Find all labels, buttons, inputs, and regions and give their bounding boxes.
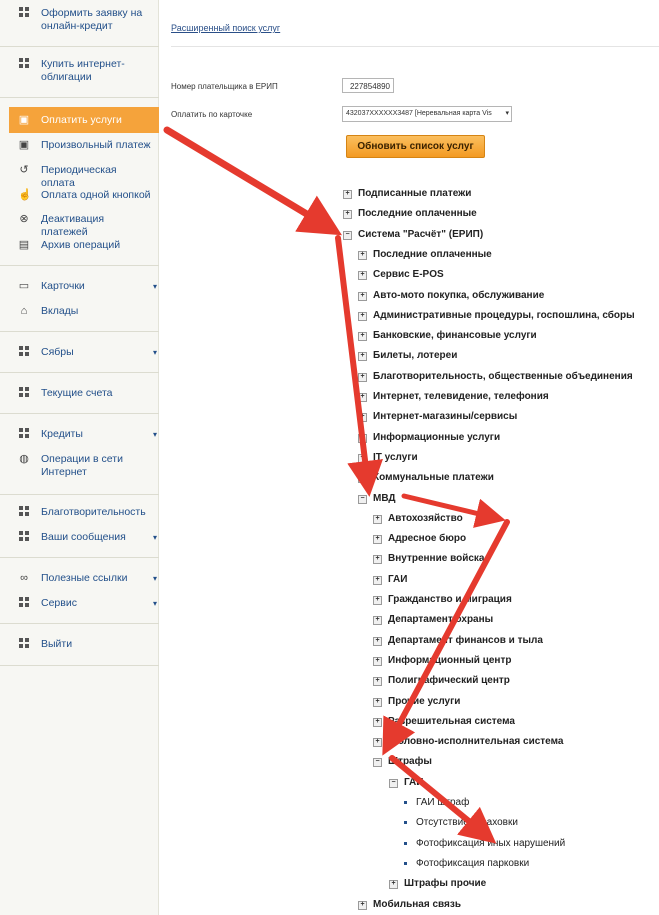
sidebar-divider <box>0 331 159 332</box>
sidebar-item[interactable] <box>0 280 159 293</box>
expand-icon[interactable]: + <box>358 312 367 321</box>
sidebar <box>0 0 159 915</box>
tree-node[interactable] <box>416 797 469 809</box>
tree-node[interactable] <box>375 573 408 586</box>
tree-node-label: Гражданство и миграция <box>388 594 512 605</box>
tree-node-label: Отсутствие страховки <box>416 817 518 829</box>
sidebar-item-label: Периодическая оплата <box>41 164 117 189</box>
sidebar-item-label: Операции в сети Интернет <box>41 453 123 478</box>
wallet-icon: ▣ <box>18 114 30 126</box>
expand-icon[interactable]: + <box>358 474 367 483</box>
tree-node-label: Подписанные платежи <box>358 188 472 199</box>
grid-icon <box>18 597 30 609</box>
tree-node[interactable] <box>375 654 512 667</box>
tree-node[interactable] <box>391 776 424 789</box>
tree-node[interactable] <box>360 391 549 403</box>
expand-icon[interactable]: + <box>358 292 367 301</box>
tree-node[interactable] <box>360 898 462 911</box>
sidebar-item[interactable] <box>0 7 159 33</box>
grid-icon <box>18 387 30 399</box>
tree-node[interactable] <box>416 817 518 829</box>
tree-node-label: Интернет-магазины/сервисы <box>373 411 518 423</box>
tree-node-label: Полиграфический центр <box>388 675 510 687</box>
sidebar-item[interactable] <box>0 387 159 400</box>
tree-node-label: Разрешительная система <box>388 715 515 727</box>
sidebar-item-label: Полезные ссылки <box>41 572 128 584</box>
pointer-icon: ☝ <box>18 189 32 201</box>
divider <box>171 46 659 47</box>
tree-node[interactable] <box>360 289 545 302</box>
tree-node-label: Фотофиксация иных нарушений <box>416 837 566 849</box>
tree-node-label: Штрафы прочие <box>404 878 487 890</box>
tree-node-label: Билеты, лотереи <box>373 350 458 362</box>
bullet-icon <box>404 801 407 804</box>
expand-icon[interactable]: + <box>358 454 367 463</box>
tree-node-label: Информационный центр <box>388 654 512 666</box>
card-label: Оплатить по карточке <box>171 110 253 119</box>
tree-node-label: Прочие услуги <box>388 695 461 707</box>
advanced-search-link[interactable]: Расширенный поиск услуг <box>171 23 281 33</box>
wallet-icon: ▣ <box>18 139 30 151</box>
sidebar-item[interactable] <box>0 638 159 651</box>
sidebar-divider <box>0 265 159 266</box>
expand-icon[interactable]: + <box>373 718 382 727</box>
tree-node-label: Внутренние войска <box>388 553 485 565</box>
expand-icon[interactable]: + <box>373 576 382 585</box>
tree-node[interactable] <box>345 188 472 200</box>
tree-node[interactable] <box>416 858 529 870</box>
caret-down-icon: ▾ <box>153 282 158 291</box>
sidebar-item-label: Архив операций <box>41 239 121 251</box>
sidebar-item[interactable] <box>0 164 159 190</box>
tree-node-label: Банковские, финансовые услуги <box>373 330 537 342</box>
sidebar-item[interactable] <box>9 107 159 133</box>
tree-node-label: Департамент охраны <box>388 614 494 626</box>
collapse-icon[interactable]: − <box>389 779 398 788</box>
sidebar-item[interactable] <box>0 597 159 610</box>
history-icon: ↺ <box>19 164 29 176</box>
sidebar-item-label: Оплата одной кнопкой <box>41 189 151 201</box>
tree-node[interactable] <box>360 248 492 261</box>
expand-icon[interactable]: + <box>373 698 382 707</box>
expand-icon[interactable]: + <box>373 616 382 625</box>
grid-icon <box>18 58 30 70</box>
bullet-icon <box>404 862 407 865</box>
grid-icon <box>18 638 30 650</box>
expand-icon[interactable]: + <box>373 596 382 605</box>
grid-icon <box>18 428 30 440</box>
sidebar-item-label: Выйти <box>41 638 73 650</box>
tree-node[interactable] <box>360 451 418 464</box>
expand-icon[interactable]: + <box>358 434 367 443</box>
collapse-icon[interactable]: − <box>343 231 352 240</box>
expand-icon[interactable]: + <box>358 352 367 361</box>
sidebar-item[interactable] <box>0 572 159 585</box>
sidebar-divider <box>0 665 159 666</box>
tree-node[interactable] <box>375 675 510 687</box>
sidebar-item-label: Сервис <box>41 597 77 609</box>
sidebar-item-label: Сябры <box>41 346 74 358</box>
card-icon: ▭ <box>18 280 30 292</box>
tree-node[interactable] <box>345 208 477 220</box>
sidebar-item-label: Произвольный платеж <box>41 139 151 151</box>
expand-icon[interactable]: + <box>389 880 398 889</box>
tree-node[interactable] <box>345 228 484 241</box>
sidebar-item-label: Ваши сообщения <box>41 531 126 543</box>
collapse-icon[interactable]: − <box>358 495 367 504</box>
grid-icon <box>18 506 30 518</box>
sidebar-item-label: Вклады <box>41 305 79 317</box>
expand-icon[interactable]: + <box>373 677 382 686</box>
tree-node-label: IT услуги <box>373 451 418 463</box>
tree-node[interactable] <box>375 594 512 606</box>
tree-node[interactable] <box>360 269 444 281</box>
tree-node-label: Система "Расчёт" (ЕРИП) <box>358 228 484 240</box>
tree-node[interactable] <box>375 634 543 647</box>
tree-node-label: Адресное бюро <box>388 533 467 545</box>
tree-node-label: Коммунальные платежи <box>373 472 494 484</box>
caret-down-icon: ▾ <box>153 599 158 608</box>
sidebar-item[interactable] <box>0 213 159 239</box>
tree-node[interactable] <box>360 309 635 322</box>
tree-node[interactable] <box>375 756 432 768</box>
grid-icon <box>18 7 30 19</box>
expand-icon[interactable]: + <box>373 738 382 747</box>
tree-node[interactable] <box>360 472 494 484</box>
tree-node[interactable] <box>375 695 461 708</box>
expand-icon[interactable]: + <box>373 637 382 646</box>
tree-node-label: Информационные услуги <box>373 431 501 443</box>
sidebar-item[interactable] <box>0 531 159 544</box>
tree-node[interactable] <box>391 878 487 890</box>
expand-icon[interactable]: + <box>358 332 367 341</box>
tree-node-label: Интернет, телевидение, телефония <box>373 391 549 402</box>
expand-icon[interactable]: + <box>373 535 382 544</box>
tree-node[interactable] <box>375 512 463 525</box>
tree-node-label: Сервис E-POS <box>373 269 444 281</box>
sidebar-item-label: Текущие счета <box>41 387 113 399</box>
tree-node[interactable] <box>375 614 494 626</box>
sidebar-item[interactable] <box>0 428 159 441</box>
expand-icon[interactable]: + <box>343 190 352 199</box>
tree-node-label: Департамент финансов и тыла <box>388 634 543 646</box>
sidebar-item[interactable] <box>0 506 159 519</box>
bank-icon: ⌂ <box>20 305 28 317</box>
tree-node[interactable] <box>360 492 396 505</box>
expand-icon[interactable]: + <box>358 393 367 402</box>
tree-node-label: Авто-мото покупка, обслуживание <box>373 289 545 301</box>
sidebar-item-label: Карточки <box>41 280 85 292</box>
globe-icon: ◍ <box>19 453 29 465</box>
caret-down-icon: ▾ <box>153 574 158 583</box>
expand-icon[interactable]: + <box>358 901 367 910</box>
sidebar-divider <box>0 97 159 98</box>
sidebar-item[interactable] <box>0 139 159 152</box>
tree-node[interactable] <box>360 431 501 444</box>
tree-node[interactable] <box>416 838 565 850</box>
sidebar-divider <box>0 372 159 373</box>
sidebar-item-label: Оформить заявку на онлайн-кредит <box>41 7 143 32</box>
expand-icon[interactable]: + <box>373 657 382 666</box>
expand-icon[interactable]: + <box>358 373 367 382</box>
sidebar-item[interactable] <box>0 58 159 84</box>
chevron-down-icon: ▾ <box>505 110 509 117</box>
tree-node[interactable] <box>360 330 537 342</box>
tree-node-label: Фотофиксация парковки <box>416 857 530 869</box>
sidebar-divider <box>0 623 159 624</box>
sidebar-item-label: Кредиты <box>41 428 83 440</box>
expand-icon[interactable]: + <box>358 413 367 422</box>
tree-node[interactable] <box>360 411 518 423</box>
sidebar-item-label: Деактивация платежей <box>41 213 105 238</box>
tree-node-label: Благотворительность, общественные объединения <box>373 370 633 382</box>
tree-node-label: Последние оплаченные <box>358 208 477 220</box>
sidebar-divider <box>0 413 159 414</box>
tree-node-label: Административные процедуры, госпошлина, сборы <box>373 309 635 321</box>
tree-node-label: ГАИ <box>404 776 424 788</box>
tree-node-label: Автохозяйство <box>388 512 463 524</box>
bullet-icon <box>404 821 407 824</box>
sidebar-item-label: Оплатить услуги <box>41 114 122 126</box>
tree-node-label: МВД <box>373 492 396 504</box>
collapse-icon[interactable]: − <box>373 758 382 767</box>
sidebar-item[interactable] <box>0 305 159 318</box>
tree-node[interactable] <box>375 715 515 728</box>
payer-number-input[interactable]: 227854890 <box>342 78 394 93</box>
tree-node[interactable] <box>360 350 458 362</box>
sidebar-item[interactable] <box>0 346 159 359</box>
sidebar-item-label: Купить интернет-облигации <box>41 58 125 83</box>
card-select[interactable] <box>342 106 512 122</box>
expand-icon[interactable]: + <box>358 251 367 260</box>
sidebar-divider <box>0 494 159 495</box>
sidebar-item-label: Благотворительность <box>41 506 146 518</box>
expand-icon[interactable]: + <box>373 515 382 524</box>
sidebar-item[interactable] <box>0 453 159 479</box>
bullet-icon <box>404 842 407 845</box>
link-icon: ∞ <box>20 572 28 584</box>
main-content <box>159 0 659 915</box>
payer-number-label: Номер плательщика в ЕРИП <box>171 82 278 91</box>
cancel-icon: ⊗ <box>19 213 29 225</box>
tree-node-label: Последние оплаченные <box>373 248 492 260</box>
tree-node[interactable] <box>375 553 485 565</box>
tree-node-label: Штрафы <box>388 756 432 768</box>
tree-node-label: ГАИ штраф <box>416 797 470 808</box>
sidebar-divider <box>0 557 159 558</box>
sidebar-item[interactable] <box>0 189 159 202</box>
refresh-services-button[interactable]: Обновить список услуг <box>346 135 485 158</box>
tree-node-label: ГАИ <box>388 573 408 585</box>
expand-icon[interactable]: + <box>373 555 382 564</box>
card-select-value: 432037XXXXXX3487 [Неревальная карта Vis <box>346 110 492 117</box>
archive-icon: ▤ <box>18 239 30 251</box>
tree-node-label: Мобильная связь <box>373 898 462 910</box>
tree-node[interactable] <box>375 533 467 545</box>
grid-icon <box>18 531 30 543</box>
expand-icon[interactable]: + <box>343 210 352 219</box>
tree-node[interactable] <box>375 736 564 748</box>
expand-icon[interactable]: + <box>358 271 367 280</box>
caret-down-icon: ▾ <box>153 430 158 439</box>
caret-down-icon: ▾ <box>153 533 158 542</box>
tree-node[interactable] <box>360 370 633 383</box>
sidebar-item[interactable] <box>0 239 159 252</box>
tree-node-label: Уголовно-исполнительная система <box>388 736 564 748</box>
sidebar-divider <box>0 46 159 47</box>
caret-down-icon: ▾ <box>153 348 158 357</box>
grid-icon <box>18 346 30 358</box>
